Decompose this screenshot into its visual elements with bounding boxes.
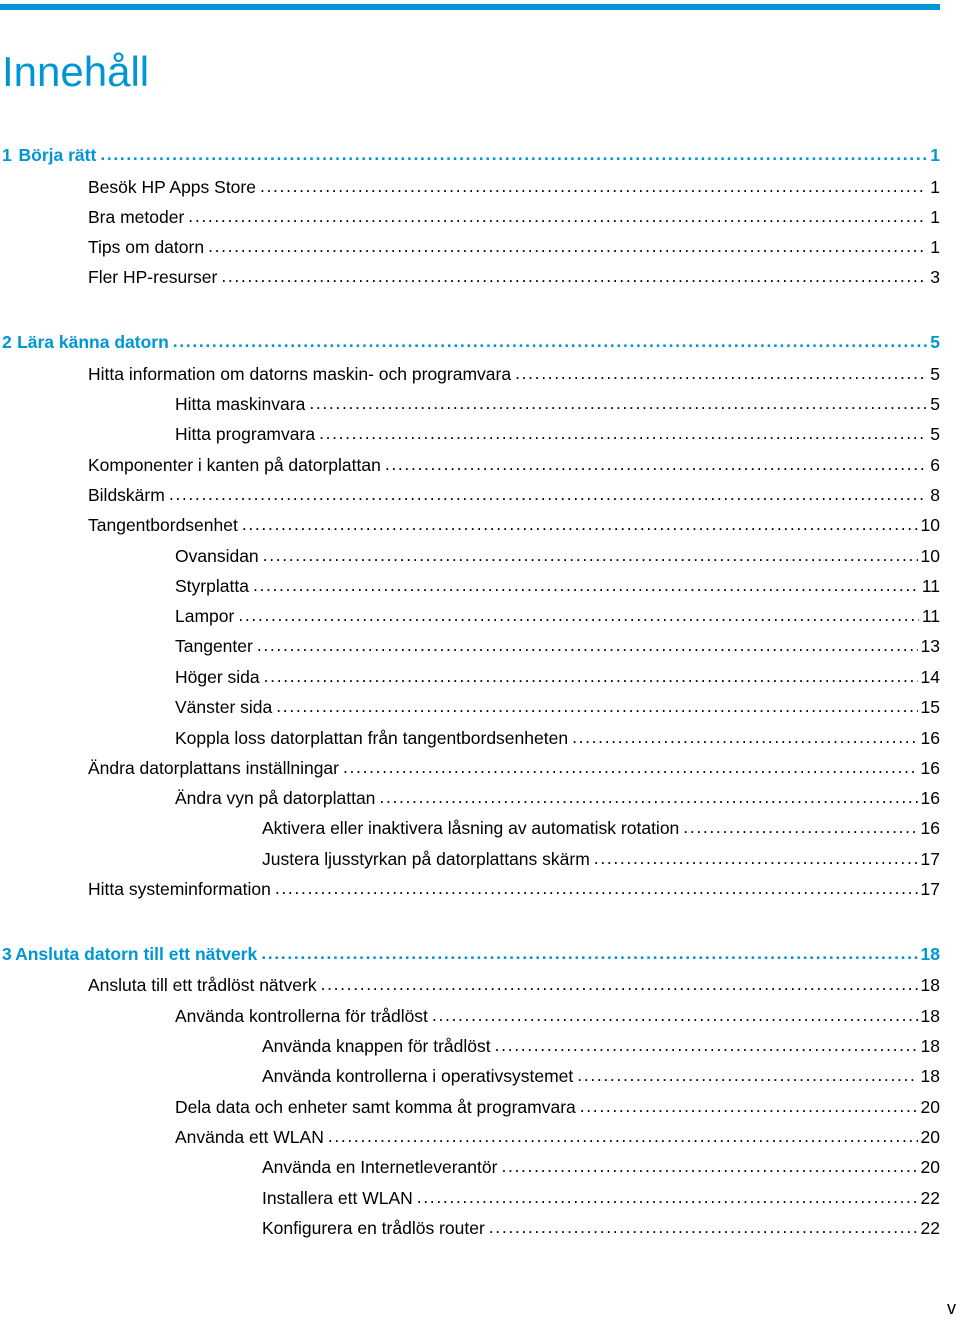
toc-entry-title: Använda knappen för trådlöst <box>262 1036 491 1056</box>
toc-chapter-entry[interactable] <box>2 943 940 965</box>
toc-entry-title: Använda kontrollerna för trådlöst <box>175 1006 428 1026</box>
dot-leader <box>242 513 918 535</box>
page-title: Innehåll <box>2 48 150 96</box>
dot-leader <box>683 816 917 838</box>
toc-entry-title: Använda ett WLAN <box>175 1127 324 1147</box>
toc-page-number: 1 <box>930 237 940 257</box>
chapter-number: 3 <box>2 944 12 964</box>
toc-entry-title: Besök HP Apps Store <box>88 177 256 197</box>
dot-leader <box>432 1004 918 1026</box>
toc-entry[interactable] <box>88 514 940 536</box>
toc-page-number: 5 <box>930 364 940 384</box>
toc-entry-title: Dela data och enheter samt komma åt programvara <box>175 1097 576 1117</box>
dot-leader <box>385 453 927 475</box>
toc-entry[interactable] <box>262 1187 940 1209</box>
toc-page-number: 20 <box>920 1097 940 1117</box>
dot-leader <box>208 235 927 257</box>
dot-leader <box>328 1125 918 1147</box>
dot-leader <box>261 942 917 964</box>
toc-entry-title: Ändra vyn på datorplattan <box>175 788 376 808</box>
dot-leader <box>275 877 918 899</box>
toc-page-number: 20 <box>920 1157 940 1177</box>
toc-page-number: 17 <box>920 849 940 869</box>
toc-page-number: 15 <box>920 697 940 717</box>
toc-page-number: 18 <box>920 1006 940 1026</box>
toc-entry[interactable] <box>262 817 940 839</box>
toc-entry[interactable] <box>175 605 940 627</box>
toc-entry-title: Justera ljusstyrkan på datorplattans skärm <box>262 849 590 869</box>
toc-page-number: 16 <box>920 788 940 808</box>
dot-leader <box>379 786 917 808</box>
toc-page-number: 3 <box>930 267 940 287</box>
toc-entry[interactable] <box>262 848 940 870</box>
toc-page-number: 10 <box>920 515 940 535</box>
dot-leader <box>594 847 918 869</box>
toc-entry-title: Höger sida <box>175 667 260 687</box>
toc-entry-title: Installera ett WLAN <box>262 1188 413 1208</box>
toc-entry[interactable] <box>262 1065 940 1087</box>
dot-leader <box>417 1186 918 1208</box>
dot-leader <box>580 1095 918 1117</box>
toc-entry-title: Ansluta datorn till ett nätverk <box>15 944 258 964</box>
toc-entry[interactable] <box>88 236 940 258</box>
dot-leader <box>264 665 918 687</box>
toc-entry-title: Vänster sida <box>175 697 273 717</box>
dot-leader <box>495 1034 918 1056</box>
dot-leader <box>276 695 917 717</box>
toc-entry-title: Hitta information om datorns maskin- och programvara <box>88 364 512 384</box>
toc-entry-title: Använda en Internetleverantör <box>262 1157 498 1177</box>
toc-entry[interactable] <box>88 266 940 288</box>
dot-leader <box>343 756 918 778</box>
toc-page-number: 22 <box>920 1188 940 1208</box>
toc-entry-title: Ansluta till ett trådlöst nätverk <box>88 975 317 995</box>
toc-entry-title: Lampor <box>175 606 235 626</box>
toc-page-number: 14 <box>920 667 940 687</box>
toc-page-number: 5 <box>930 394 940 414</box>
toc-page-number: 10 <box>920 546 940 566</box>
toc-entry-title: Tangentbordsenhet <box>88 515 238 535</box>
toc-entry-title: Bildskärm <box>88 485 165 505</box>
dot-leader <box>572 726 917 748</box>
toc-entry[interactable] <box>175 1096 940 1118</box>
toc-entry[interactable] <box>88 757 940 779</box>
toc-page-number: 13 <box>920 636 940 656</box>
toc-entry[interactable] <box>175 635 940 657</box>
toc-chapter-entry[interactable] <box>2 331 940 353</box>
toc-page-number: 20 <box>920 1127 940 1147</box>
toc-entry[interactable] <box>88 454 940 476</box>
toc-entry-title: Ändra datorplattans inställningar <box>88 758 339 778</box>
toc-entry-title: Använda kontrollerna i operativsystemet <box>262 1066 574 1086</box>
toc-entry[interactable] <box>88 484 940 506</box>
toc-entry-title: Hitta programvara <box>175 424 316 444</box>
toc-entry-title: Koppla loss datorplattan från tangentbordsenheten <box>175 728 569 748</box>
dot-leader <box>515 362 927 384</box>
toc-page-number: 5 <box>930 332 940 352</box>
toc-entry-title: Hitta maskinvara <box>175 394 306 414</box>
toc-entry-title: Fler HP-resurser <box>88 267 218 287</box>
toc-entry[interactable] <box>88 176 940 198</box>
toc-entry-title: Börja rätt <box>18 145 97 165</box>
toc-entry[interactable] <box>175 423 940 445</box>
toc-entry[interactable] <box>88 206 940 228</box>
toc-entry[interactable] <box>175 1126 940 1148</box>
toc-entry[interactable] <box>88 974 940 996</box>
toc-entry[interactable] <box>175 393 940 415</box>
toc-entry-title: Bra metoder <box>88 207 185 227</box>
dot-leader <box>501 1155 917 1177</box>
dot-leader <box>319 422 927 444</box>
dot-leader <box>221 265 927 287</box>
toc-entry-title: Komponenter i kanten på datorplattan <box>88 455 381 475</box>
toc-page-number: 18 <box>920 944 940 964</box>
toc-page-number: 8 <box>930 485 940 505</box>
toc-entry-title: Styrplatta <box>175 576 249 596</box>
dot-leader <box>309 392 927 414</box>
toc-page-number: 18 <box>920 1036 940 1056</box>
toc-page-number: 1 <box>930 207 940 227</box>
toc-page-number: 5 <box>930 424 940 444</box>
dot-leader <box>489 1216 918 1238</box>
toc-entry-title: Ovansidan <box>175 546 259 566</box>
toc-chapter-entry[interactable] <box>2 144 940 166</box>
toc-page-number: 1 <box>930 145 940 165</box>
toc-entry[interactable] <box>88 878 940 900</box>
toc-entry[interactable] <box>175 696 940 718</box>
toc-entry[interactable] <box>175 575 940 597</box>
toc-entry[interactable] <box>175 787 940 809</box>
dot-leader <box>173 330 927 352</box>
toc-entry[interactable] <box>175 727 940 749</box>
toc-entry-title: Aktivera eller inaktivera låsning av automatisk rotation <box>262 818 680 838</box>
toc-entry[interactable] <box>175 545 940 567</box>
toc-entry[interactable] <box>175 666 940 688</box>
toc-entry-title: Tangenter <box>175 636 253 656</box>
toc-entry[interactable] <box>262 1156 940 1178</box>
dot-leader <box>253 574 919 596</box>
dot-leader <box>238 604 918 626</box>
toc-entry[interactable] <box>262 1035 940 1057</box>
toc-page-number: 16 <box>920 758 940 778</box>
toc-page-number: 11 <box>921 576 940 596</box>
page-number: v <box>947 1298 956 1318</box>
dot-leader <box>169 483 927 505</box>
toc-entry[interactable] <box>88 363 940 385</box>
toc-page-number: 18 <box>920 975 940 995</box>
toc-page-number: 6 <box>930 455 940 475</box>
toc-page-number: 11 <box>921 606 940 626</box>
toc-page-number: 22 <box>920 1218 940 1238</box>
toc-page-number: 16 <box>920 818 940 838</box>
dot-leader <box>100 143 927 165</box>
toc-entry-title: Konfigurera en trådlös router <box>262 1218 485 1238</box>
dot-leader <box>260 175 927 197</box>
toc-entry-title: Tips om datorn <box>88 237 205 257</box>
toc-page-number: 17 <box>920 879 940 899</box>
toc-page-number: 16 <box>920 728 940 748</box>
dot-leader <box>188 205 927 227</box>
toc-entry-title: Lära känna datorn <box>17 332 169 352</box>
toc-entry-title: Hitta systeminformation <box>88 879 271 899</box>
toc-page-number: 18 <box>920 1066 940 1086</box>
toc-entry[interactable] <box>262 1217 940 1239</box>
chapter-number: 1 <box>2 145 12 165</box>
dot-leader <box>263 544 918 566</box>
chapter-number: 2 <box>2 332 12 352</box>
dot-leader <box>257 634 918 656</box>
toc-entry[interactable] <box>175 1005 940 1027</box>
toc-page-number: 1 <box>930 177 940 197</box>
dot-leader <box>577 1064 917 1086</box>
dot-leader <box>321 973 918 995</box>
